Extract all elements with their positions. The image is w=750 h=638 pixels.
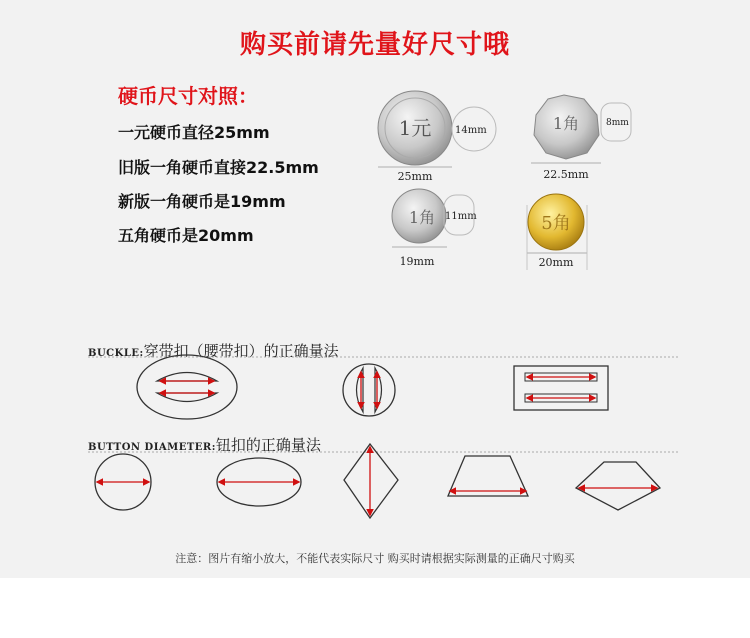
circle-button-diagram bbox=[95, 454, 151, 510]
coin-size-line: 一元硬币直径25mm bbox=[118, 123, 270, 142]
coin-diameter-label: 20mm bbox=[538, 256, 574, 269]
coin-size-line: 五角硬币是20mm bbox=[118, 226, 254, 245]
coin-size-line: 旧版一角硬币直接22.5mm bbox=[118, 158, 319, 177]
coin-face-text: 1角 bbox=[408, 208, 436, 227]
rectangle-buckle-diagram bbox=[514, 366, 608, 410]
buckle-label-en: BUCKLE: bbox=[88, 348, 144, 359]
page-title: 购买前请先量好尺寸哦 bbox=[239, 30, 510, 60]
round-buckle-diagram bbox=[343, 364, 395, 416]
buckle-label-cn: 穿带扣（腰带扣）的正确量法 bbox=[143, 342, 339, 360]
oval-button-diagram bbox=[217, 458, 301, 506]
coin-section-heading: 硬币尺寸对照： bbox=[118, 84, 258, 108]
coin-size-line: 新版一角硬币是19mm bbox=[118, 192, 286, 211]
coin-face-text: 1角 bbox=[552, 114, 580, 133]
coin-thickness-label: 11mm bbox=[445, 211, 477, 222]
trapezoid-button-diagram bbox=[448, 456, 528, 496]
coin-thickness-label: 8mm bbox=[606, 118, 629, 128]
coin-face-text: 1元 bbox=[398, 116, 432, 140]
coin-face-text: 5角 bbox=[541, 213, 571, 234]
footer-note: 注意：图片有缩小放大，不能代表实际尺寸 购买时请根据实际测量的正确尺寸购买 bbox=[175, 552, 575, 565]
button-label-cn: 钮扣的正确量法 bbox=[215, 436, 321, 454]
gem-button-diagram bbox=[576, 462, 660, 510]
coin-diameter-label: 22.5mm bbox=[543, 168, 589, 181]
coin-diameter-label: 19mm bbox=[399, 255, 435, 268]
button-label-en: BUTTON DIAMETER: bbox=[88, 442, 216, 453]
diamond-button-diagram bbox=[344, 444, 398, 518]
oval-buckle-diagram bbox=[137, 355, 237, 419]
coin-thickness-label: 14mm bbox=[455, 125, 487, 136]
coin-diameter-label: 25mm bbox=[397, 170, 433, 183]
